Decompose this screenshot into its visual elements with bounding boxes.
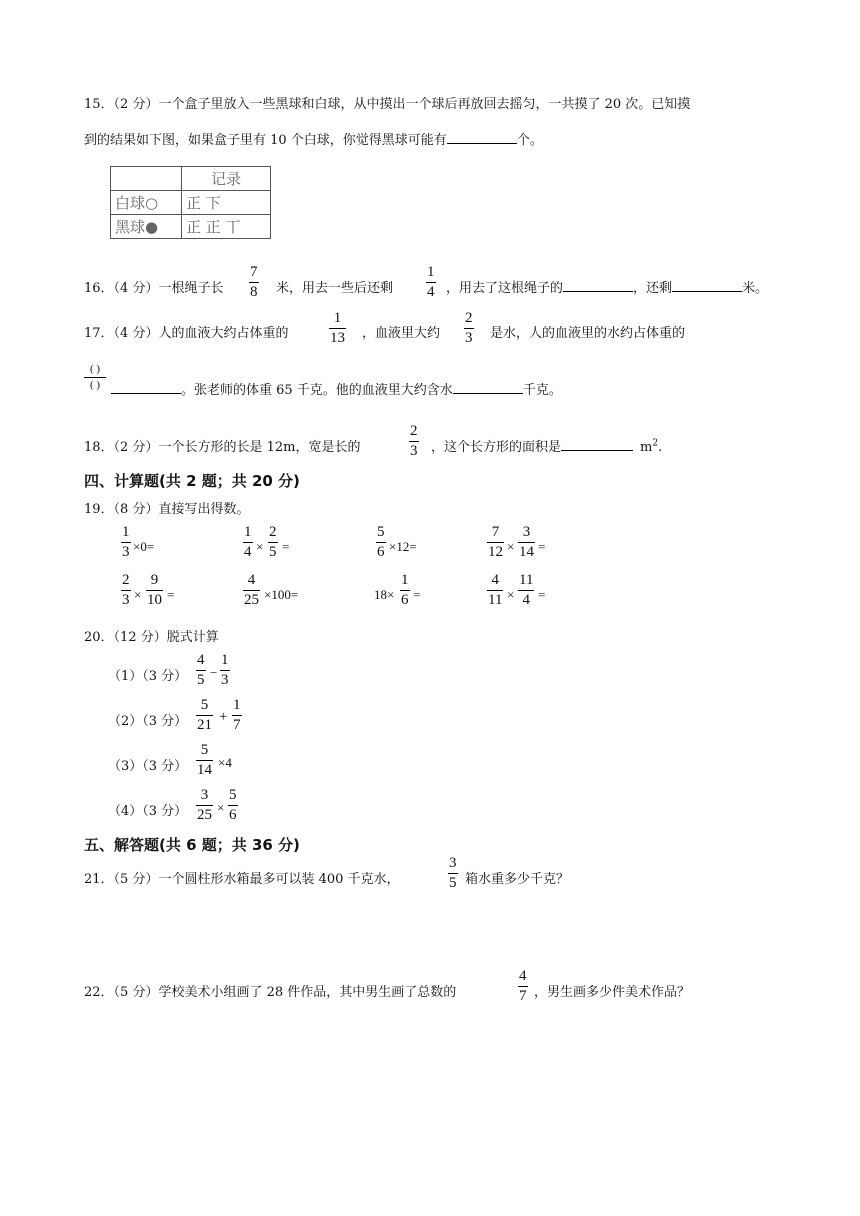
numerator: 7 (491, 524, 500, 540)
numerator: 3 (449, 855, 457, 871)
unit: m (640, 440, 653, 455)
q16-text: ，用去了这根绳子的 (446, 281, 564, 296)
q15-line1: 15．（2 分）一个盒子里放入一些黑球和白球，从中摸出一个球后再放回去摇匀，一共摸了 20 次。已知摸 (84, 97, 691, 112)
denominator: 4 (244, 544, 252, 560)
expression-tail: = (538, 587, 546, 602)
denominator: 5 (269, 544, 277, 560)
denominator: 3 (410, 443, 418, 459)
tally-record-table (110, 166, 271, 239)
q20-item-label: （1）（3 分） (108, 669, 188, 684)
fraction (196, 742, 213, 779)
q21-prefix: 21．（5 分）一个圆柱形水箱最多可以装 400 千克水， (84, 872, 400, 887)
answer-blank[interactable] (563, 279, 633, 292)
numerator: 1 (333, 310, 342, 326)
fraction (121, 524, 131, 561)
white-ball-label: 白球○ (111, 191, 182, 215)
q20-item-label: （3）（3 分） (108, 759, 188, 774)
fraction (220, 652, 230, 689)
fraction (249, 264, 259, 301)
q17-line2 (111, 379, 562, 398)
q22-prefix: 22．（5 分）学校美术小组画了 28 件作品，其中男生画了总数的 (84, 985, 457, 1000)
q18-prefix: 18．（2 分）一个长方形的长是 12m，宽是长的 (84, 440, 361, 455)
answer-blank[interactable] (447, 131, 517, 144)
fraction (268, 524, 278, 561)
denominator: ( ) (89, 379, 101, 391)
expression-tail: ×0= (133, 539, 155, 554)
denominator: 6 (401, 592, 409, 608)
numerator: 3 (200, 787, 209, 803)
denominator: 6 (229, 807, 237, 823)
denominator: 6 (377, 544, 385, 560)
numerator: 1 (122, 524, 130, 540)
denominator: 7 (233, 717, 241, 733)
numerator: 2 (122, 572, 130, 588)
section-heading: 五、解答题(共 6 题；共 36 分) (84, 836, 300, 854)
numerator: 5 (229, 787, 237, 803)
q16-prefix: 16．（4 分）一根绳子长 (84, 281, 224, 296)
denominator: 8 (250, 284, 258, 300)
fraction (329, 310, 346, 347)
expression-tail: = (282, 539, 290, 554)
table-header: 记录 (182, 167, 271, 191)
blank-fraction[interactable] (84, 363, 106, 392)
q17-mid: ，血液里大约 (362, 326, 441, 341)
q16-text: ，还剩 (633, 281, 673, 296)
fraction (487, 524, 504, 561)
fraction (243, 572, 260, 609)
numerator: 1 (427, 264, 435, 280)
denominator: 3 (122, 544, 130, 560)
operator: × (134, 587, 142, 602)
operator: × (507, 539, 515, 554)
numerator: 2 (269, 524, 277, 540)
denominator: 3 (465, 330, 473, 346)
q15-unit: 个。 (516, 133, 543, 148)
operator: × (507, 587, 515, 602)
numerator: 5 (377, 524, 385, 540)
expression-tail: ×100= (264, 587, 299, 602)
numerator: 4 (519, 968, 527, 984)
denominator: 12 (488, 544, 503, 560)
denominator: 5 (197, 672, 205, 688)
numerator: 9 (150, 572, 159, 588)
q20-item-label: （4）（3 分） (108, 804, 188, 819)
fraction (409, 423, 419, 460)
fraction (518, 572, 534, 609)
q22-suffix: ，男生画多少件美术作品？ (534, 985, 691, 1000)
section-heading: 四、计算题(共 2 题；共 20 分) (84, 472, 300, 490)
numerator: 5 (200, 697, 209, 713)
answer-blank[interactable] (453, 381, 523, 394)
q18-suffix (431, 436, 662, 455)
fraction (146, 572, 163, 609)
denominator: 4 (522, 592, 530, 608)
q15-text: 到的结果如下图，如果盒子里有 10 个白球，你觉得黑球可能有 (84, 133, 447, 148)
q16-unit: 米。 (742, 281, 769, 296)
denominator: 14 (519, 544, 534, 560)
expression-tail: = (538, 539, 546, 554)
denominator: 11 (488, 592, 503, 608)
denominator: 25 (244, 592, 259, 608)
numerator: 1 (221, 652, 229, 668)
operator: + (219, 709, 228, 725)
denominator: 4 (427, 284, 435, 300)
denominator: 21 (197, 717, 212, 733)
fraction (464, 310, 474, 347)
q20-title: 20．（12 分）脱式计算 (84, 630, 219, 645)
q18-text: ，这个长方形的面积是 (431, 440, 562, 455)
denominator: 7 (519, 988, 527, 1004)
q17-text: 。张老师的体重 65 千克。他的血液里大约含水 (181, 383, 453, 398)
denominator: 3 (221, 672, 229, 688)
period: . (658, 440, 663, 455)
fraction (518, 968, 528, 1005)
fraction (196, 652, 206, 689)
expression-tail: = (413, 587, 421, 602)
operator: ×4 (218, 755, 232, 770)
expression-head: 18× (374, 587, 395, 602)
fraction (232, 697, 242, 734)
q17-suffix: 是水，人的血液里的水约占体重的 (490, 326, 686, 341)
numerator: 4 (247, 572, 256, 588)
denominator: 3 (122, 592, 130, 608)
denominator: 13 (330, 330, 345, 346)
fraction (376, 524, 386, 561)
white-ball-tally: 正 下 (182, 191, 271, 215)
fraction (400, 572, 410, 609)
numerator: 4 (197, 652, 205, 668)
q19-title: 19．（8 分）直接写出得数。 (84, 502, 250, 517)
operator: × (256, 539, 264, 554)
q15-line2 (84, 129, 543, 148)
expression-tail: ×12= (389, 539, 417, 554)
q16-suffix (446, 277, 768, 296)
operator: − (210, 665, 218, 680)
operator: × (217, 800, 225, 815)
answer-blank[interactable] (111, 381, 181, 394)
numerator: 3 (522, 524, 531, 540)
numerator: 7 (250, 264, 258, 280)
fraction (228, 787, 238, 824)
q17-unit: 千克。 (522, 383, 562, 398)
table-corner-cell (111, 167, 182, 191)
fraction (448, 855, 458, 892)
fraction (487, 572, 503, 609)
numerator: 1 (401, 572, 409, 588)
black-ball-label: 黑球● (111, 215, 182, 239)
answer-blank[interactable] (561, 438, 633, 451)
black-ball-tally: 正 正 丅 (182, 215, 271, 239)
denominator: 10 (147, 592, 162, 608)
fraction (196, 697, 213, 734)
numerator: ( ) (89, 363, 101, 375)
fraction (243, 524, 253, 561)
denominator: 14 (197, 762, 212, 778)
numerator: 2 (410, 423, 418, 439)
q21-suffix: 箱水重多少千克？ (465, 872, 570, 887)
denominator: 5 (449, 875, 457, 891)
denominator: 25 (197, 807, 212, 823)
unit-exponent: 2 (652, 438, 659, 449)
numerator: 11 (519, 572, 534, 588)
q16-mid: 米，用去一些后还剩 (276, 281, 394, 296)
numerator: 4 (491, 572, 499, 588)
numerator: 1 (233, 697, 241, 713)
q17-prefix: 17．（4 分）人的血液大约占体重的 (84, 326, 289, 341)
q20-item-label: （2）（3 分） (108, 714, 188, 729)
expression-tail: = (167, 587, 175, 602)
answer-blank[interactable] (672, 279, 742, 292)
fraction (121, 572, 131, 609)
numerator: 5 (200, 742, 209, 758)
fraction (518, 524, 535, 561)
fraction (196, 787, 213, 824)
fraction (426, 264, 436, 301)
numerator: 2 (465, 310, 473, 326)
numerator: 1 (244, 524, 252, 540)
